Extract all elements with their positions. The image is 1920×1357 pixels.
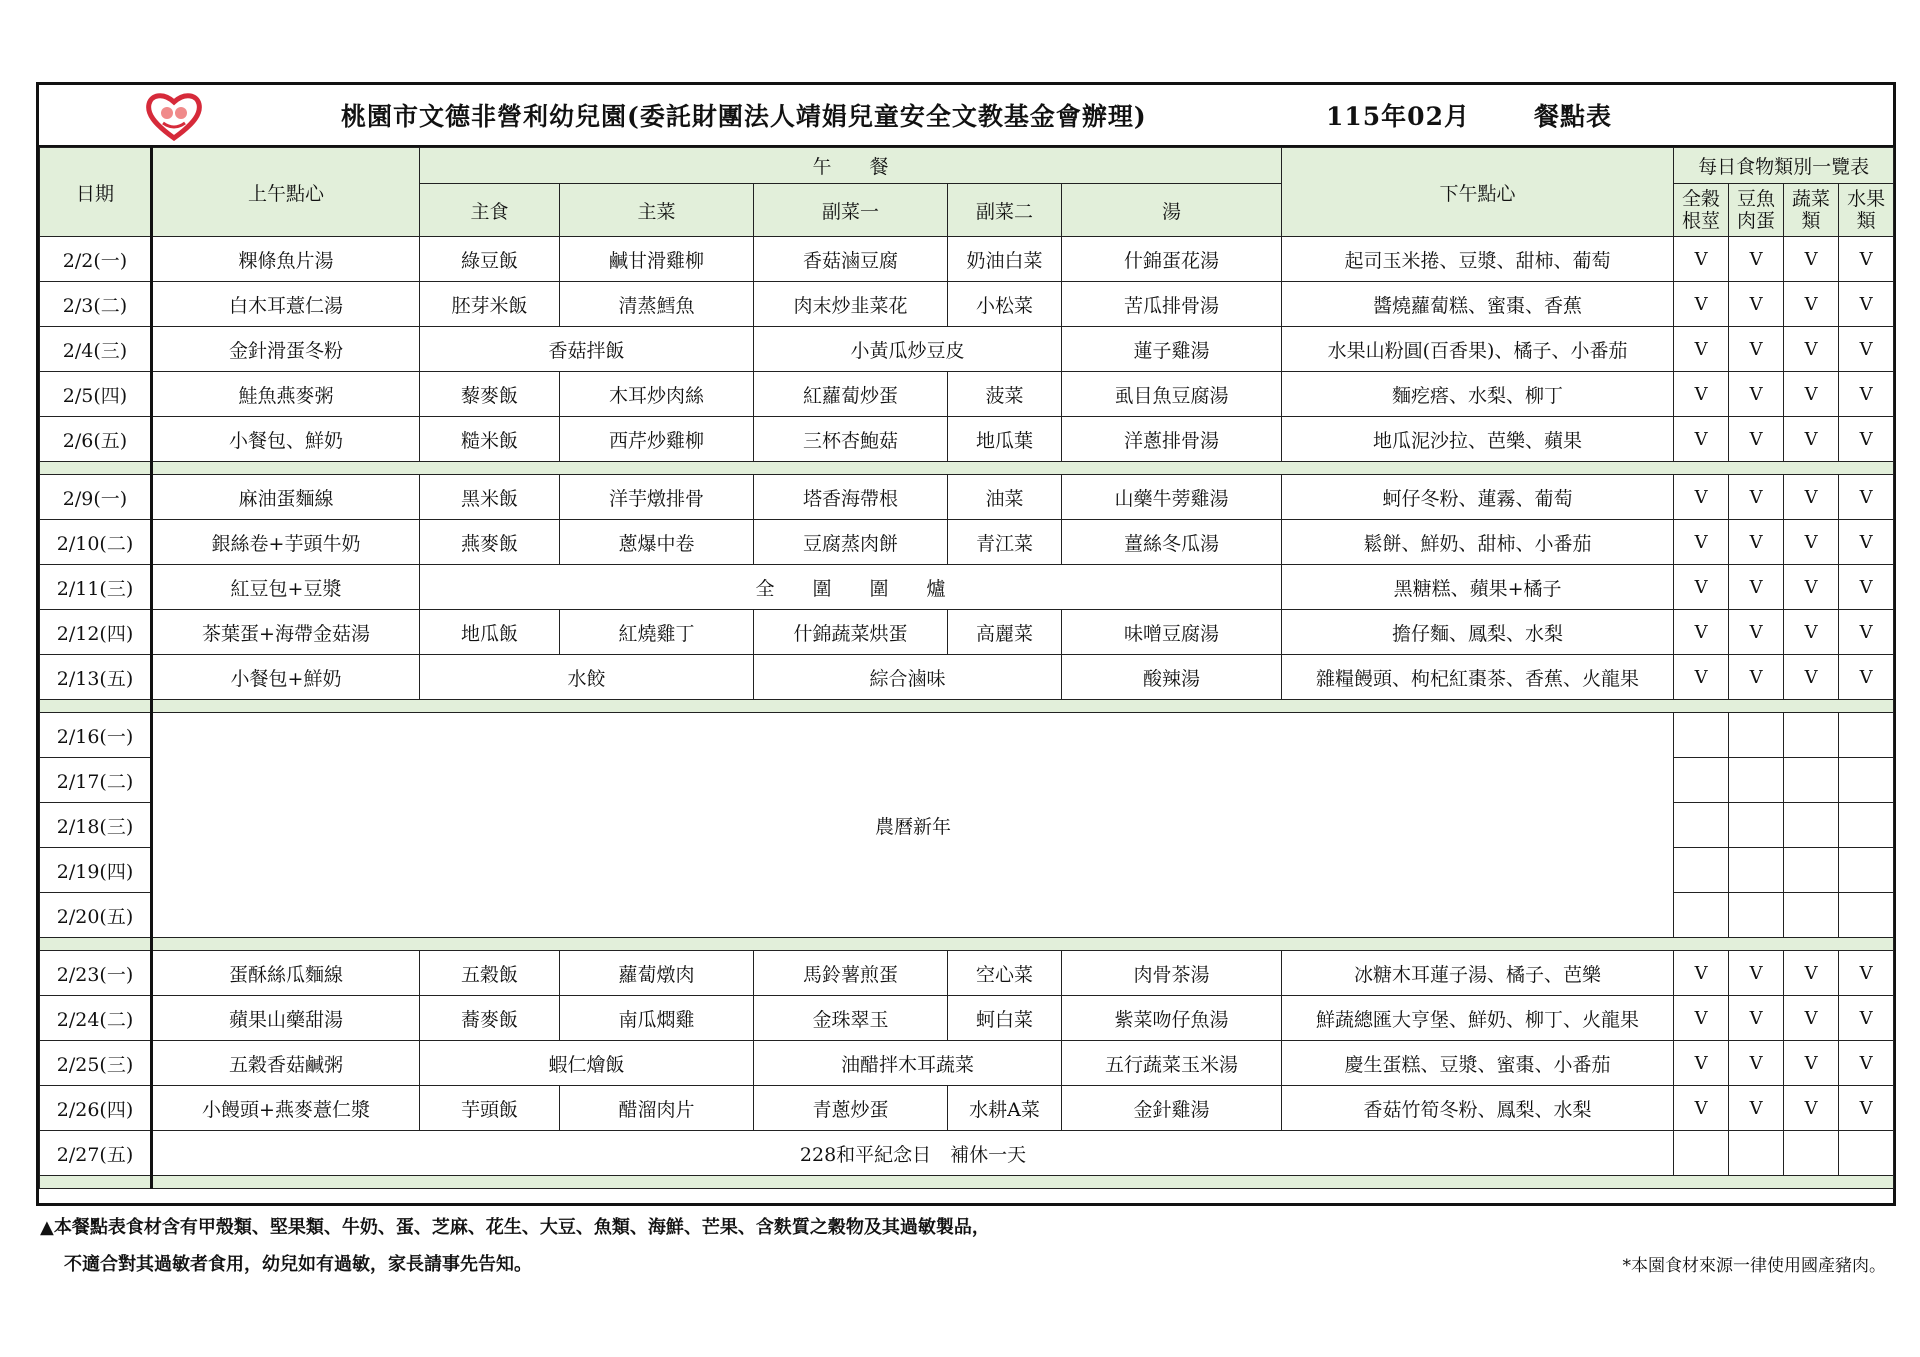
side-dish-2-cell: 水耕A菜 bbox=[948, 1086, 1062, 1131]
side-dish-2-cell: 空心菜 bbox=[948, 951, 1062, 996]
menu-row bbox=[40, 1041, 1894, 1086]
soup-cell: 肉骨茶湯 bbox=[1062, 951, 1282, 996]
main-dish-header: 主菜 bbox=[560, 184, 754, 237]
morning-snack-cell: 金針滑蛋冬粉 bbox=[152, 327, 420, 372]
afternoon-snack-cell: 蚵仔冬粉、蓮霧、葡萄 bbox=[1282, 475, 1674, 520]
main-dish-cell: 南瓜燜雞 bbox=[560, 996, 754, 1041]
side-dish-1-cell: 三杯杏鮑菇 bbox=[754, 417, 948, 462]
morning-snack-cell: 小餐包、鮮奶 bbox=[152, 417, 420, 462]
staple-cell: 五穀飯 bbox=[420, 951, 560, 996]
protein-check: V bbox=[1729, 655, 1784, 700]
soup-cell: 味噌豆腐湯 bbox=[1062, 610, 1282, 655]
grains-check: V bbox=[1674, 282, 1729, 327]
empty-check bbox=[1729, 713, 1784, 758]
date-cell: 2/6(五) bbox=[40, 417, 152, 462]
date-cell: 2/17(二) bbox=[40, 758, 152, 803]
side-dish-1-cell: 金珠翠玉 bbox=[754, 996, 948, 1041]
empty-check bbox=[1839, 893, 1894, 938]
fruit-check: V bbox=[1839, 520, 1894, 565]
menu-row bbox=[40, 610, 1894, 655]
vegetables-check: V bbox=[1784, 237, 1839, 282]
soup-cell: 洋蔥排骨湯 bbox=[1062, 417, 1282, 462]
main-dish-cell: 木耳炒肉絲 bbox=[560, 372, 754, 417]
date-cell: 2/13(五) bbox=[40, 655, 152, 700]
grains-check: V bbox=[1674, 655, 1729, 700]
menu-row bbox=[40, 951, 1894, 996]
side-dish-2-cell: 奶油白菜 bbox=[948, 237, 1062, 282]
morning-snack-cell: 麻油蛋麵線 bbox=[152, 475, 420, 520]
side-dishes-cell: 小黃瓜炒豆皮 bbox=[754, 327, 1062, 372]
empty-check bbox=[1729, 848, 1784, 893]
protein-header: 豆魚肉蛋 bbox=[1729, 184, 1784, 237]
school-name: 桃園市文德非營利幼兒園(委託財團法人靖娟兒童安全文教基金會辦理) bbox=[341, 102, 1147, 131]
date-cell: 2/23(一) bbox=[40, 951, 152, 996]
date-cell: 2/16(一) bbox=[40, 713, 152, 758]
grains-check: V bbox=[1674, 1041, 1729, 1086]
menu-sheet bbox=[36, 82, 1896, 1206]
fruit-check: V bbox=[1839, 655, 1894, 700]
soup-cell: 苦瓜排骨湯 bbox=[1062, 282, 1282, 327]
fruit-check: V bbox=[1839, 996, 1894, 1041]
afternoon-snack-header: 下午點心 bbox=[1282, 148, 1674, 237]
main-dish-cell: 鹹甘滑雞柳 bbox=[560, 237, 754, 282]
empty-check bbox=[1674, 803, 1729, 848]
empty-check bbox=[1839, 758, 1894, 803]
date-cell: 2/27(五) bbox=[40, 1131, 152, 1176]
menu-row bbox=[40, 237, 1894, 282]
side-dish-1-header: 副菜一 bbox=[754, 184, 948, 237]
afternoon-snack-cell: 醬燒蘿蔔糕、蜜棗、香蕉 bbox=[1282, 282, 1674, 327]
morning-snack-cell: 白木耳薏仁湯 bbox=[152, 282, 420, 327]
side-dish-1-cell: 什錦蔬菜烘蛋 bbox=[754, 610, 948, 655]
protein-check: V bbox=[1729, 1086, 1784, 1131]
date-cell: 2/24(二) bbox=[40, 996, 152, 1041]
side-dish-1-cell: 紅蘿蔔炒蛋 bbox=[754, 372, 948, 417]
afternoon-snack-cell: 水果山粉圓(百香果)、橘子、小番茄 bbox=[1282, 327, 1674, 372]
vegetables-check: V bbox=[1784, 282, 1839, 327]
grains-header: 全穀根莖 bbox=[1674, 184, 1729, 237]
staple-cell: 芋頭飯 bbox=[420, 1086, 560, 1131]
empty-check bbox=[1729, 758, 1784, 803]
main-dish-cell: 西芹炒雞柳 bbox=[560, 417, 754, 462]
grains-check: V bbox=[1674, 996, 1729, 1041]
empty-check bbox=[1729, 803, 1784, 848]
staple-main-cell: 蝦仁燴飯 bbox=[420, 1041, 754, 1086]
staple-cell: 藜麥飯 bbox=[420, 372, 560, 417]
side-dish-1-cell: 青蔥炒蛋 bbox=[754, 1086, 948, 1131]
date-cell: 2/26(四) bbox=[40, 1086, 152, 1131]
menu-table bbox=[39, 147, 1894, 1189]
vegetables-check: V bbox=[1784, 610, 1839, 655]
side-dish-2-header: 副菜二 bbox=[948, 184, 1062, 237]
pork-source-note: *本園食材來源一律使用國產豬肉。 bbox=[1622, 1256, 1886, 1276]
date-cell: 2/19(四) bbox=[40, 848, 152, 893]
afternoon-snack-cell: 地瓜泥沙拉、芭樂、蘋果 bbox=[1282, 417, 1674, 462]
staple-main-cell: 香菇拌飯 bbox=[420, 327, 754, 372]
week-separator bbox=[40, 700, 1894, 713]
afternoon-snack-cell: 麵疙瘩、水梨、柳丁 bbox=[1282, 372, 1674, 417]
date-cell: 2/18(三) bbox=[40, 803, 152, 848]
menu-row bbox=[40, 565, 1894, 610]
date-cell: 2/10(二) bbox=[40, 520, 152, 565]
vegetables-check: V bbox=[1784, 655, 1839, 700]
morning-snack-cell: 蛋酥絲瓜麵線 bbox=[152, 951, 420, 996]
vegetables-header: 蔬菜類 bbox=[1784, 184, 1839, 237]
allergen-notice-2: 不適合對其過敏者食用，幼兒如有過敏，家長請事先告知。 bbox=[64, 1254, 532, 1275]
side-dish-2-cell: 地瓜葉 bbox=[948, 417, 1062, 462]
protein-check: V bbox=[1729, 475, 1784, 520]
vegetables-check: V bbox=[1784, 520, 1839, 565]
side-dish-2-cell: 菠菜 bbox=[948, 372, 1062, 417]
week-separator bbox=[40, 938, 1894, 951]
protein-check: V bbox=[1729, 417, 1784, 462]
fruit-check: V bbox=[1839, 1041, 1894, 1086]
side-dish-1-cell: 豆腐蒸肉餅 bbox=[754, 520, 948, 565]
date-cell: 2/9(一) bbox=[40, 475, 152, 520]
empty-check bbox=[1729, 893, 1784, 938]
side-dishes-cell: 油醋拌木耳蔬菜 bbox=[754, 1041, 1062, 1086]
protein-check: V bbox=[1729, 565, 1784, 610]
morning-snack-cell: 鮭魚燕麥粥 bbox=[152, 372, 420, 417]
side-dish-2-cell: 高麗菜 bbox=[948, 610, 1062, 655]
afternoon-snack-cell: 起司玉米捲、豆漿、甜柿、葡萄 bbox=[1282, 237, 1674, 282]
fruit-check: V bbox=[1839, 417, 1894, 462]
empty-check bbox=[1784, 803, 1839, 848]
soup-cell: 紫菜吻仔魚湯 bbox=[1062, 996, 1282, 1041]
staple-main-cell: 水餃 bbox=[420, 655, 754, 700]
fruit-check: V bbox=[1839, 372, 1894, 417]
protein-check: V bbox=[1729, 996, 1784, 1041]
menu-row bbox=[40, 327, 1894, 372]
menu-row bbox=[40, 655, 1894, 700]
protein-check: V bbox=[1729, 610, 1784, 655]
soup-cell: 山藥牛蒡雞湯 bbox=[1062, 475, 1282, 520]
fruit-check: V bbox=[1839, 282, 1894, 327]
protein-check: V bbox=[1729, 520, 1784, 565]
holiday-cell: 農曆新年 bbox=[152, 713, 1674, 938]
side-dish-2-cell: 小松菜 bbox=[948, 282, 1062, 327]
soup-cell: 金針雞湯 bbox=[1062, 1086, 1282, 1131]
soup-header: 湯 bbox=[1062, 184, 1282, 237]
morning-snack-cell: 小饅頭+燕麥薏仁漿 bbox=[152, 1086, 420, 1131]
protein-check: V bbox=[1729, 237, 1784, 282]
soup-cell: 蓮子雞湯 bbox=[1062, 327, 1282, 372]
date-cell: 2/5(四) bbox=[40, 372, 152, 417]
grains-check: V bbox=[1674, 327, 1729, 372]
fruit-check: V bbox=[1839, 475, 1894, 520]
holiday-cell: 228和平紀念日 補休一天 bbox=[152, 1131, 1674, 1176]
side-dishes-cell: 綜合滷味 bbox=[754, 655, 1062, 700]
food-groups-header: 每日食物類別一覽表 bbox=[1674, 148, 1894, 184]
empty-check bbox=[1839, 713, 1894, 758]
main-dish-cell: 紅燒雞丁 bbox=[560, 610, 754, 655]
empty-check bbox=[1839, 803, 1894, 848]
fruit-check: V bbox=[1839, 1086, 1894, 1131]
date-cell: 2/12(四) bbox=[40, 610, 152, 655]
menu-row bbox=[40, 1086, 1894, 1131]
morning-snack-cell: 五穀香菇鹹粥 bbox=[152, 1041, 420, 1086]
afternoon-snack-cell: 擔仔麵、鳳梨、水梨 bbox=[1282, 610, 1674, 655]
afternoon-snack-cell: 鮮蔬總匯大亨堡、鮮奶、柳丁、火龍果 bbox=[1282, 996, 1674, 1041]
date-cell: 2/3(二) bbox=[40, 282, 152, 327]
menu-row bbox=[40, 713, 1894, 758]
morning-snack-cell: 蘋果山藥甜湯 bbox=[152, 996, 420, 1041]
staple-header: 主食 bbox=[420, 184, 560, 237]
soup-cell: 酸辣湯 bbox=[1062, 655, 1282, 700]
morning-snack-cell: 紅豆包+豆漿 bbox=[152, 565, 420, 610]
staple-cell: 黑米飯 bbox=[420, 475, 560, 520]
menu-row bbox=[40, 475, 1894, 520]
afternoon-snack-cell: 慶生蛋糕、豆漿、蜜棗、小番茄 bbox=[1282, 1041, 1674, 1086]
side-dish-1-cell: 馬鈴薯煎蛋 bbox=[754, 951, 948, 996]
date-cell: 2/11(三) bbox=[40, 565, 152, 610]
afternoon-snack-cell: 冰糖木耳蓮子湯、橘子、芭樂 bbox=[1282, 951, 1674, 996]
side-dish-1-cell: 肉末炒韭菜花 bbox=[754, 282, 948, 327]
soup-cell: 什錦蛋花湯 bbox=[1062, 237, 1282, 282]
grains-check: V bbox=[1674, 565, 1729, 610]
afternoon-snack-cell: 鬆餅、鮮奶、甜柿、小番茄 bbox=[1282, 520, 1674, 565]
morning-snack-cell: 茶葉蛋+海帶金菇湯 bbox=[152, 610, 420, 655]
vegetables-check: V bbox=[1784, 996, 1839, 1041]
staple-cell: 燕麥飯 bbox=[420, 520, 560, 565]
protein-check: V bbox=[1729, 1041, 1784, 1086]
menu-month: 115年02月 bbox=[1326, 102, 1470, 131]
grains-check: V bbox=[1674, 610, 1729, 655]
empty-check bbox=[1674, 713, 1729, 758]
allergen-notice: ▲本餐點表食材含有甲殼類、堅果類、牛奶、蛋、芝麻、花生、大豆、魚類、海鮮、芒果、含麩質之穀物及其過敏製品， bbox=[40, 1217, 990, 1238]
fruit-check: V bbox=[1839, 610, 1894, 655]
empty-check bbox=[1674, 758, 1729, 803]
fruit-check: V bbox=[1839, 237, 1894, 282]
protein-check: V bbox=[1729, 327, 1784, 372]
empty-check bbox=[1674, 848, 1729, 893]
title-bar bbox=[39, 85, 1893, 147]
fruit-header: 水果類 bbox=[1839, 184, 1894, 237]
date-cell: 2/2(一) bbox=[40, 237, 152, 282]
staple-cell: 糙米飯 bbox=[420, 417, 560, 462]
soup-cell: 五行蔬菜玉米湯 bbox=[1062, 1041, 1282, 1086]
empty-check bbox=[1839, 1131, 1894, 1176]
side-dish-1-cell: 香菇滷豆腐 bbox=[754, 237, 948, 282]
vegetables-check: V bbox=[1784, 565, 1839, 610]
menu-row bbox=[40, 282, 1894, 327]
empty-check bbox=[1784, 713, 1839, 758]
side-dish-1-cell: 塔香海帶根 bbox=[754, 475, 948, 520]
vegetables-check: V bbox=[1784, 951, 1839, 996]
morning-snack-cell: 粿條魚片湯 bbox=[152, 237, 420, 282]
menu-row bbox=[40, 996, 1894, 1041]
empty-check bbox=[1784, 848, 1839, 893]
menu-row bbox=[40, 1131, 1894, 1176]
protein-check: V bbox=[1729, 372, 1784, 417]
grains-check: V bbox=[1674, 1086, 1729, 1131]
date-cell: 2/20(五) bbox=[40, 893, 152, 938]
main-dish-cell: 蔥爆中卷 bbox=[560, 520, 754, 565]
week-separator bbox=[40, 462, 1894, 475]
date-cell: 2/25(三) bbox=[40, 1041, 152, 1086]
afternoon-snack-cell: 香菇竹筍冬粉、鳳梨、水梨 bbox=[1282, 1086, 1674, 1131]
morning-snack-header: 上午點心 bbox=[152, 148, 420, 237]
main-dish-cell: 清蒸鱈魚 bbox=[560, 282, 754, 327]
staple-cell: 地瓜飯 bbox=[420, 610, 560, 655]
morning-snack-cell: 小餐包+鮮奶 bbox=[152, 655, 420, 700]
menu-row bbox=[40, 372, 1894, 417]
date-cell: 2/4(三) bbox=[40, 327, 152, 372]
vegetables-check: V bbox=[1784, 1086, 1839, 1131]
week-separator bbox=[40, 1176, 1894, 1189]
event-cell: 全 圍 圍 爐 bbox=[420, 565, 1282, 610]
side-dish-2-cell: 蚵白菜 bbox=[948, 996, 1062, 1041]
soup-cell: 薑絲冬瓜湯 bbox=[1062, 520, 1282, 565]
grains-check: V bbox=[1674, 417, 1729, 462]
empty-check bbox=[1674, 1131, 1729, 1176]
lunch-header: 午 餐 bbox=[420, 148, 1282, 184]
grains-check: V bbox=[1674, 475, 1729, 520]
date-header: 日期 bbox=[40, 148, 152, 237]
fruit-check: V bbox=[1839, 565, 1894, 610]
empty-check bbox=[1784, 1131, 1839, 1176]
fruit-check: V bbox=[1839, 327, 1894, 372]
empty-check bbox=[1784, 893, 1839, 938]
vegetables-check: V bbox=[1784, 1041, 1839, 1086]
grains-check: V bbox=[1674, 951, 1729, 996]
grains-check: V bbox=[1674, 237, 1729, 282]
menu-title: 餐點表 bbox=[1534, 102, 1613, 131]
empty-check bbox=[1674, 893, 1729, 938]
main-dish-cell: 醋溜肉片 bbox=[560, 1086, 754, 1131]
staple-cell: 蕎麥飯 bbox=[420, 996, 560, 1041]
empty-check bbox=[1729, 1131, 1784, 1176]
fruit-check: V bbox=[1839, 951, 1894, 996]
grains-check: V bbox=[1674, 372, 1729, 417]
vegetables-check: V bbox=[1784, 327, 1839, 372]
protein-check: V bbox=[1729, 951, 1784, 996]
main-dish-cell: 洋芋燉排骨 bbox=[560, 475, 754, 520]
empty-check bbox=[1839, 848, 1894, 893]
afternoon-snack-cell: 黑糖糕、蘋果+橘子 bbox=[1282, 565, 1674, 610]
heart-logo-icon bbox=[145, 91, 203, 141]
side-dish-2-cell: 青江菜 bbox=[948, 520, 1062, 565]
menu-row bbox=[40, 520, 1894, 565]
protein-check: V bbox=[1729, 282, 1784, 327]
vegetables-check: V bbox=[1784, 372, 1839, 417]
vegetables-check: V bbox=[1784, 475, 1839, 520]
soup-cell: 虱目魚豆腐湯 bbox=[1062, 372, 1282, 417]
staple-cell: 胚芽米飯 bbox=[420, 282, 560, 327]
main-dish-cell: 蘿蔔燉肉 bbox=[560, 951, 754, 996]
morning-snack-cell: 銀絲卷+芋頭牛奶 bbox=[152, 520, 420, 565]
grains-check: V bbox=[1674, 520, 1729, 565]
menu-row bbox=[40, 417, 1894, 462]
vegetables-check: V bbox=[1784, 417, 1839, 462]
staple-cell: 綠豆飯 bbox=[420, 237, 560, 282]
side-dish-2-cell: 油菜 bbox=[948, 475, 1062, 520]
empty-check bbox=[1784, 758, 1839, 803]
afternoon-snack-cell: 雜糧饅頭、枸杞紅棗茶、香蕉、火龍果 bbox=[1282, 655, 1674, 700]
